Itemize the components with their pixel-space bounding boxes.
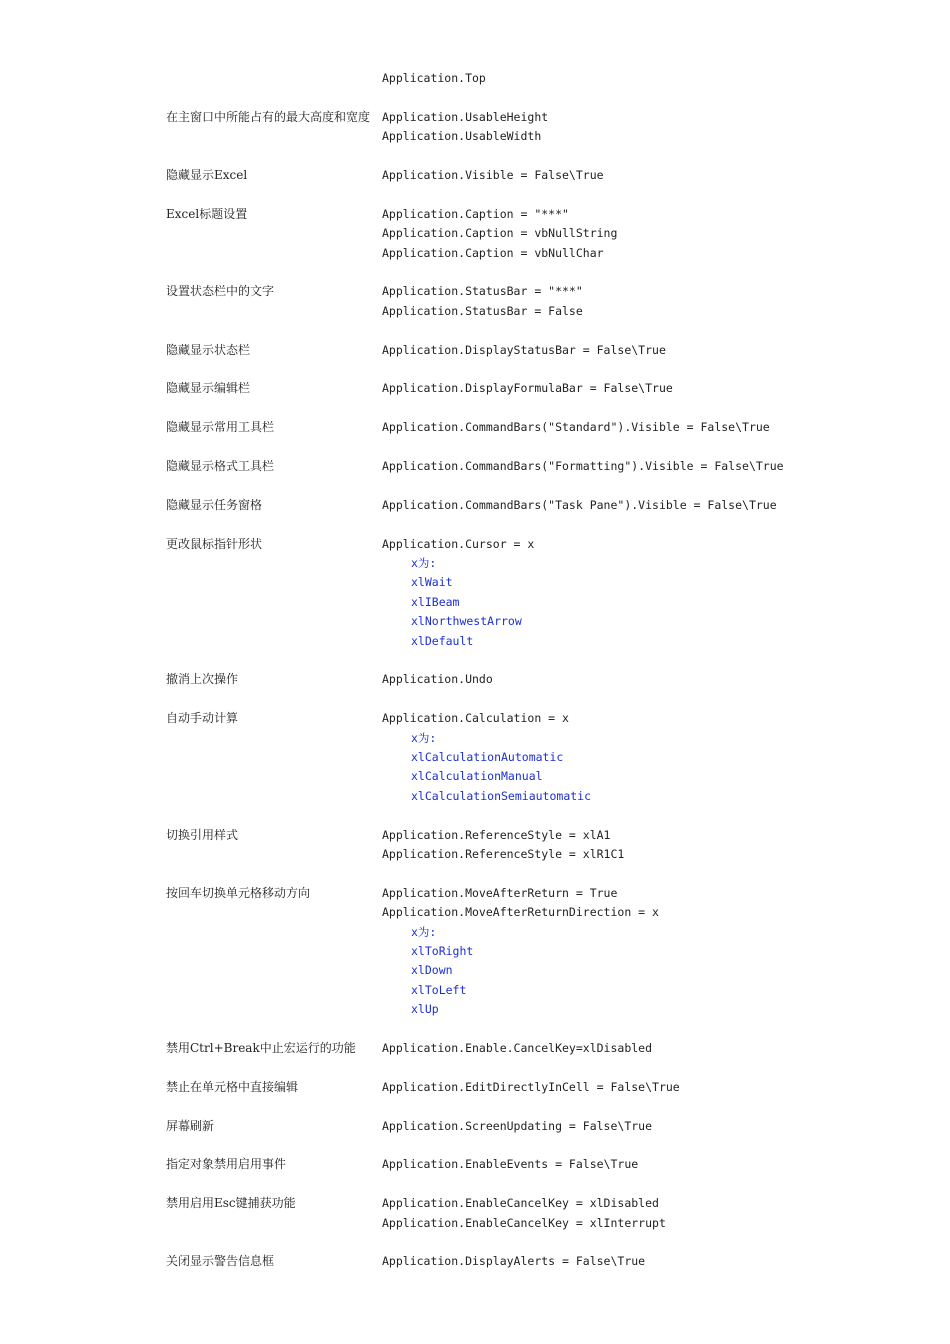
property-description: 关闭显示警告信息框: [166, 1254, 275, 1269]
code-line: Application.StatusBar = False: [382, 303, 583, 318]
code-line: Application.MoveAfterReturn = True: [382, 885, 618, 900]
property-row: [0, 1252, 950, 1271]
code-line: Application.DisplayStatusBar = False\True: [382, 342, 666, 357]
code-line: Application.CommandBars("Standard").Visible = False\True: [382, 420, 770, 435]
code-line: Application.EnableCancelKey = xlDisabled: [382, 1196, 659, 1211]
property-row: [0, 1155, 950, 1174]
code-block: [382, 457, 950, 476]
property-row: [0, 166, 950, 185]
code-block: [382, 205, 950, 263]
option-value: xlCalculationAutomatic: [411, 750, 564, 765]
code-block: [382, 379, 950, 398]
property-row: [0, 1117, 950, 1136]
code-block: [382, 69, 950, 88]
code-line: Application.UsableHeight: [382, 109, 549, 124]
property-row: [0, 341, 950, 360]
property-description: 隐藏显示编辑栏: [166, 381, 251, 396]
property-row: [0, 709, 950, 806]
property-row: [0, 457, 950, 476]
property-description: 禁用启用Esc键捕获功能: [166, 1196, 296, 1211]
code-line: Application.MoveAfterReturnDirection = x: [382, 905, 659, 920]
option-value: xlCalculationManual: [411, 769, 543, 784]
property-description: 禁用Ctrl+Break中止宏运行的功能: [166, 1041, 356, 1056]
option-value: xlDown: [411, 963, 453, 978]
property-description: 指定对象禁用启用事件: [166, 1157, 287, 1172]
property-description: 禁止在单元格中直接编辑: [166, 1079, 299, 1094]
property-row: [0, 1039, 950, 1058]
property-row: [0, 379, 950, 398]
code-line: Application.Calculation = x: [382, 711, 569, 726]
option-value: x为:: [411, 924, 437, 939]
code-block: [382, 884, 950, 1020]
code-block: [382, 418, 950, 437]
code-line: Application.Cursor = x: [382, 536, 535, 551]
code-line: Application.EditDirectlyInCell = False\True: [382, 1079, 680, 1094]
option-value: xlToLeft: [411, 982, 467, 997]
code-line: Application.UsableWidth: [382, 129, 542, 144]
code-block: [382, 108, 950, 147]
code-line: Application.Top: [382, 71, 486, 85]
code-block: [382, 1078, 950, 1097]
code-line: Application.Visible = False\True: [382, 168, 604, 182]
property-description: 撤消上次操作: [166, 672, 239, 687]
property-description: 隐藏显示状态栏: [166, 342, 251, 357]
property-row: [0, 205, 950, 263]
code-block: [382, 1039, 950, 1058]
option-value: xlUp: [411, 1002, 439, 1017]
property-description: [166, 69, 382, 88]
property-description: 切换引用样式: [166, 827, 239, 842]
property-description: 在主窗口中所能占有的最大高度和宽度: [166, 109, 371, 124]
code-block: [382, 341, 950, 360]
option-value: xlCalculationSemiautomatic: [411, 788, 592, 803]
code-block: [382, 535, 950, 651]
code-block: [382, 496, 950, 515]
option-value: x为:: [411, 556, 437, 570]
property-row: [0, 670, 950, 689]
code-block: [382, 282, 950, 321]
code-line: Application.ReferenceStyle = xlA1: [382, 827, 611, 842]
property-description: 自动手动计算: [166, 711, 239, 726]
property-description: 设置状态栏中的文字: [166, 284, 275, 299]
property-row: [0, 418, 950, 437]
code-line: Application.ScreenUpdating = False\True: [382, 1118, 653, 1133]
code-line: Application.Caption = vbNullChar: [382, 245, 604, 260]
code-block: [382, 670, 950, 689]
property-list: [0, 69, 950, 1272]
option-value: xlDefault: [411, 633, 474, 648]
code-line: Application.Caption = "***": [382, 206, 569, 221]
code-line: Application.EnableCancelKey = xlInterrupt: [382, 1215, 666, 1230]
code-line: Application.CommandBars("Task Pane").Visible = False\True: [382, 497, 777, 512]
property-row: [0, 69, 950, 88]
code-block: [382, 826, 950, 865]
code-line: Application.DisplayFormulaBar = False\True: [382, 381, 673, 396]
property-row: [0, 1078, 950, 1097]
property-description: 隐藏显示任务窗格: [166, 497, 263, 512]
option-value: xlToRight: [411, 944, 474, 959]
code-block: [382, 709, 950, 806]
property-row: [0, 535, 950, 651]
property-description: 隐藏显示格式工具栏: [166, 459, 275, 473]
option-value: xlNorthwestArrow: [411, 614, 522, 629]
code-line: Application.Caption = vbNullString: [382, 226, 618, 241]
property-description: 隐藏显示Excel: [166, 168, 248, 182]
property-row: [0, 884, 950, 1020]
option-value: xlWait: [411, 575, 453, 590]
code-block: [382, 1194, 950, 1233]
code-line: Application.CommandBars("Formatting").Visible = False\True: [382, 459, 784, 473]
code-block: [382, 1252, 950, 1271]
code-block: [382, 166, 950, 185]
property-description: 屏幕刷新: [166, 1118, 215, 1133]
property-description: 隐藏显示常用工具栏: [166, 420, 275, 435]
option-value: x为:: [411, 730, 437, 745]
code-block: [382, 1155, 950, 1174]
property-description: 按回车切换单元格移动方向: [166, 885, 311, 900]
code-line: Application.ReferenceStyle = xlR1C1: [382, 847, 625, 862]
code-block: [382, 1117, 950, 1136]
property-row: [0, 282, 950, 321]
property-row: [0, 108, 950, 147]
code-line: Application.StatusBar = "***": [382, 284, 583, 299]
code-line: Application.Undo: [382, 672, 493, 687]
property-description: 更改鼠标指针形状: [166, 536, 263, 551]
code-line: Application.EnableEvents = False\True: [382, 1157, 639, 1172]
code-line: Application.DisplayAlerts = False\True: [382, 1254, 646, 1269]
property-description: Excel标题设置: [166, 206, 248, 221]
code-line: Application.Enable.CancelKey=xlDisabled: [382, 1041, 653, 1056]
property-row: [0, 1194, 950, 1233]
property-row: [0, 496, 950, 515]
option-value: xlIBeam: [411, 594, 460, 609]
property-row: [0, 826, 950, 865]
